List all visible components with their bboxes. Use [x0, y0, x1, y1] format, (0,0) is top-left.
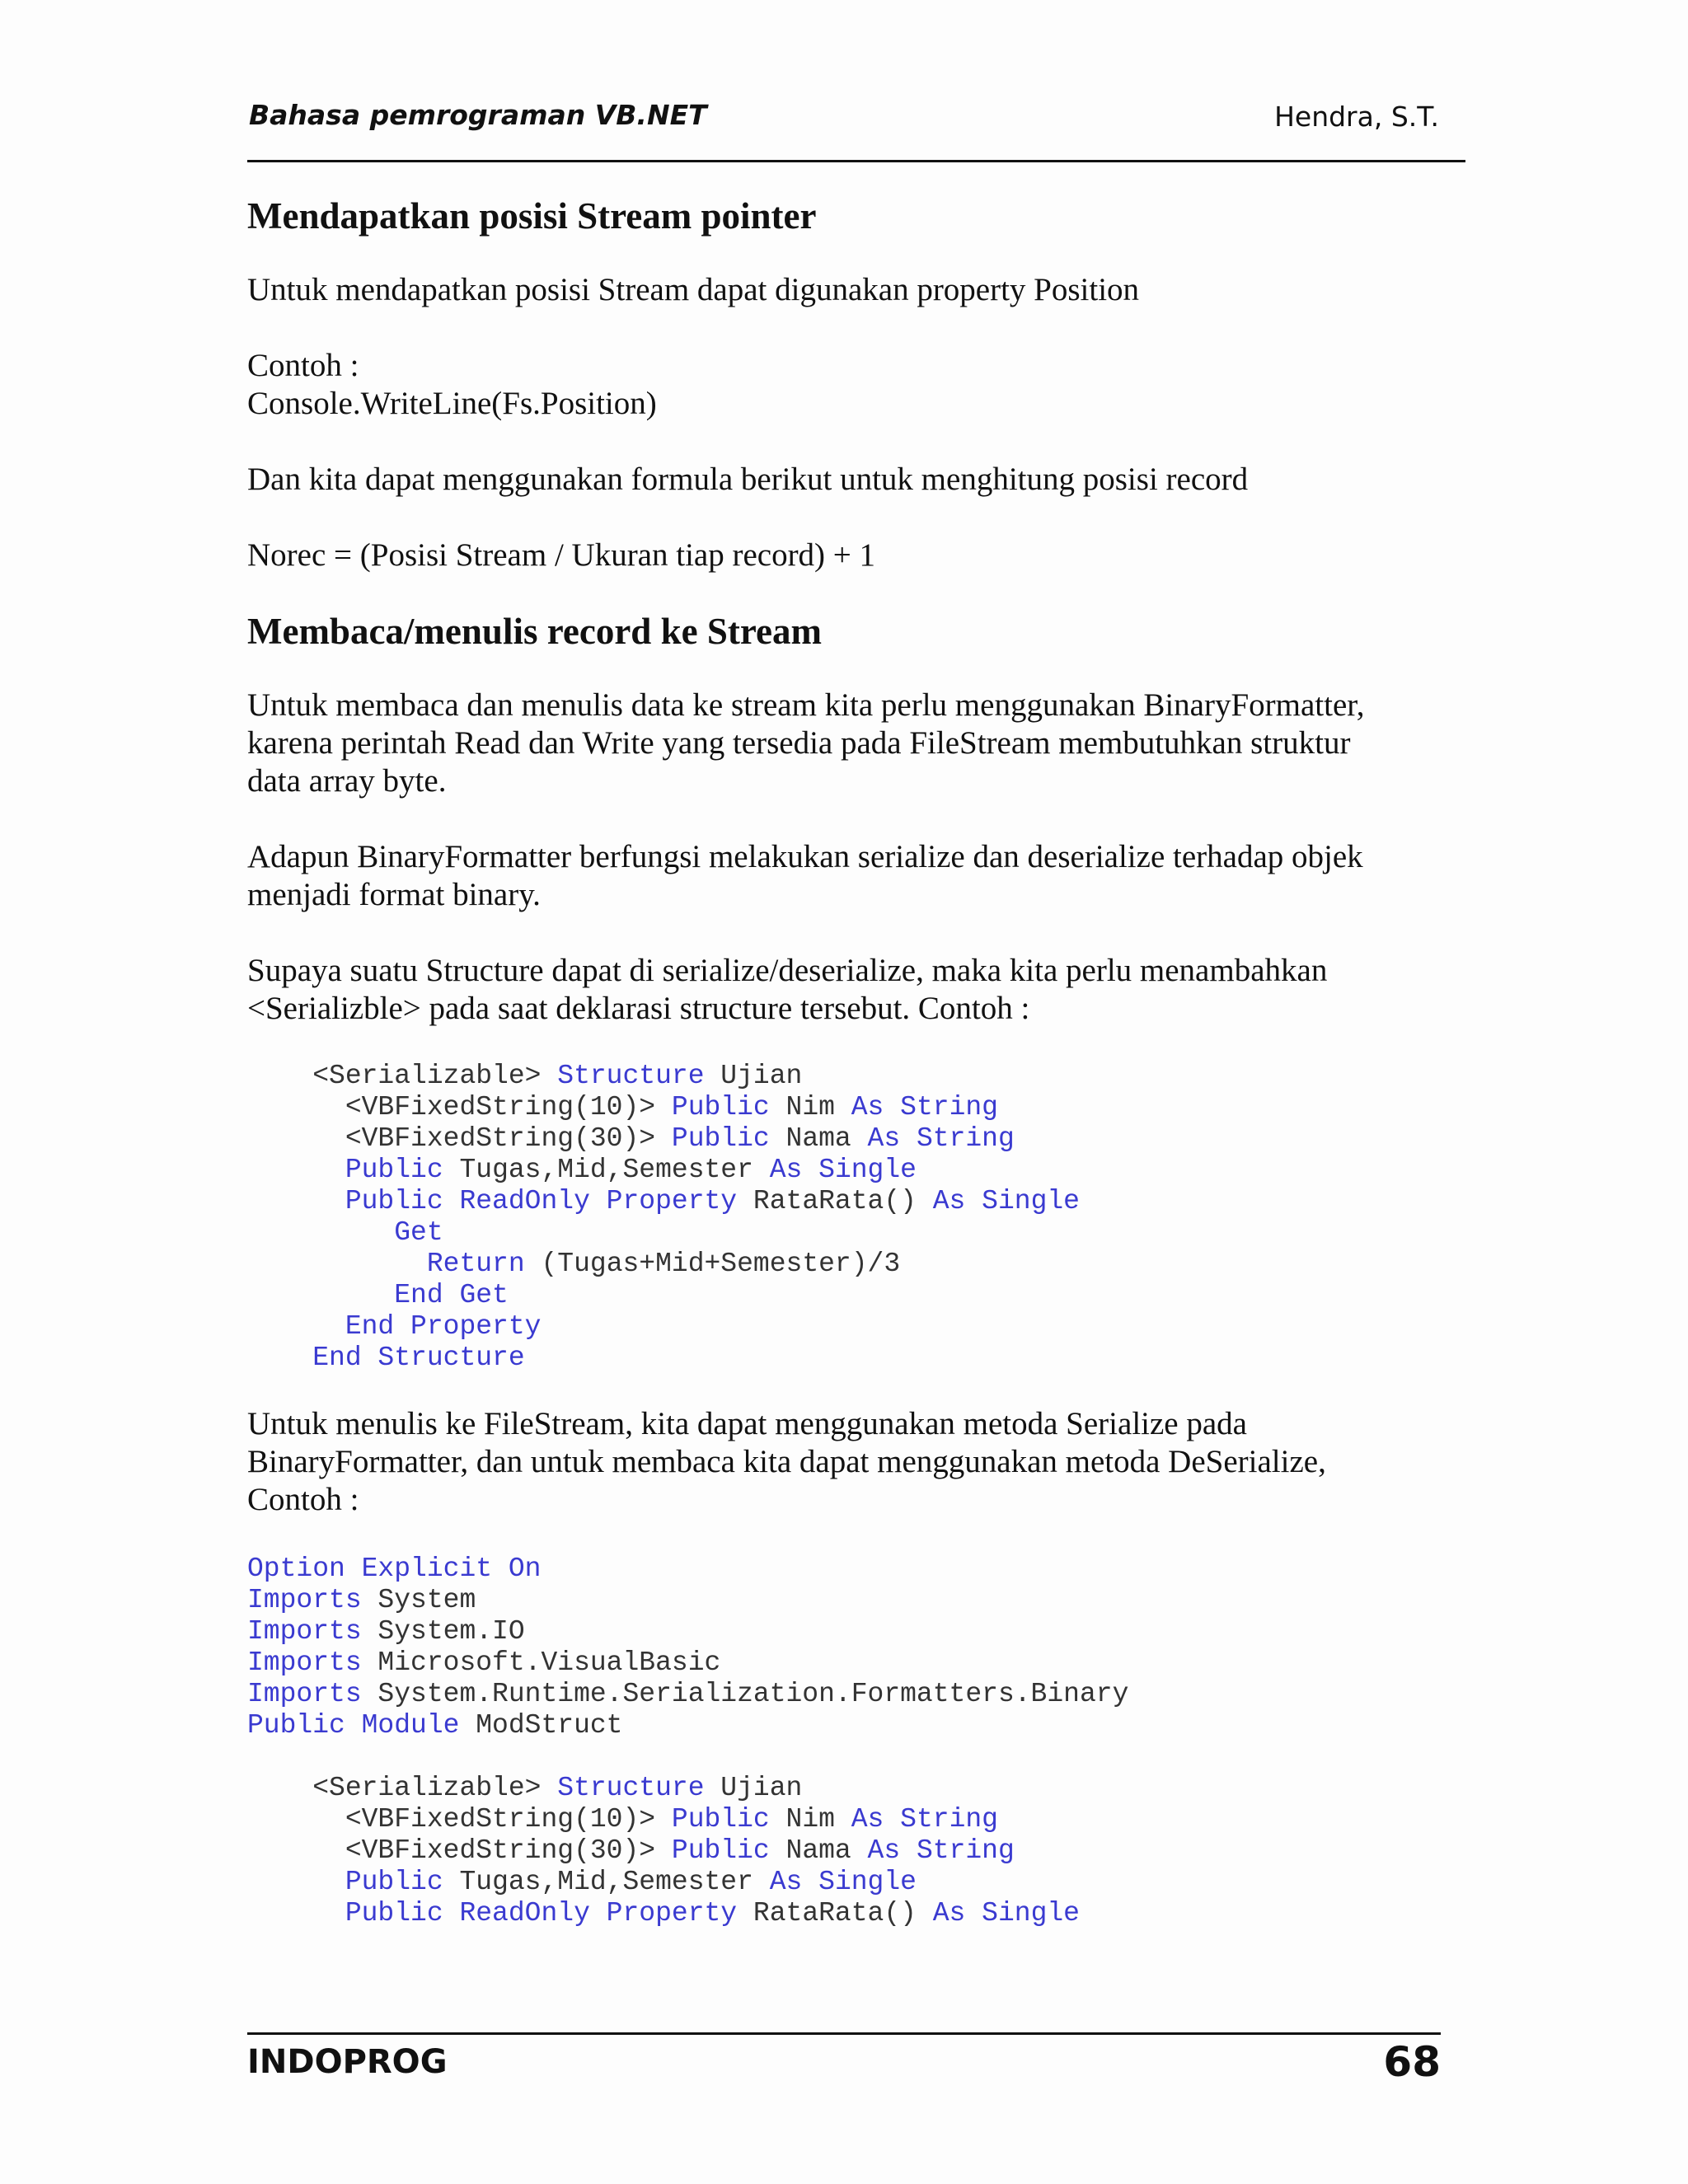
- code-text: Nim: [769, 1092, 851, 1122]
- paragraph-line: Adapun BinaryFormatter berfungsi melakukan serialize dan deserialize terhadap objek: [247, 839, 1363, 874]
- code-block-module: [247, 1554, 1467, 1929]
- paragraph-serialize-methods: [247, 1405, 1467, 1519]
- code-text: Ujian: [704, 1061, 803, 1091]
- code-text: <Serializable>: [247, 1061, 558, 1091]
- code-keyword: Get: [394, 1217, 443, 1248]
- code-line: [247, 1249, 1467, 1280]
- paragraph-line: <Serializble> pada saat deklarasi structure tersebut. Contoh :: [247, 991, 1030, 1026]
- code-text: System: [361, 1585, 476, 1615]
- code-line: [247, 1710, 1467, 1741]
- code-line: [247, 1123, 1467, 1155]
- code-keyword: Public ReadOnly Property: [345, 1898, 738, 1929]
- code-keyword: End Property: [345, 1311, 542, 1342]
- code-text: RataRata(): [737, 1186, 933, 1216]
- code-line: [247, 1061, 1467, 1092]
- code-text: <VBFixedString(10)>: [247, 1092, 672, 1122]
- code-keyword: As String: [851, 1804, 998, 1835]
- code-text: [247, 1898, 345, 1929]
- book-title: Bahasa pemrograman VB.NET: [249, 99, 707, 131]
- code-line: [247, 1898, 1467, 1929]
- section-heading-read-write-record: Membaca/menulis record ke Stream: [247, 611, 822, 652]
- code-text: Nim: [769, 1804, 851, 1835]
- code-keyword: Public Module: [247, 1710, 460, 1741]
- code-text: <Serializable>: [247, 1773, 558, 1803]
- code-keyword: Public: [671, 1092, 770, 1122]
- paragraph-line: data array byte.: [247, 763, 447, 799]
- code-keyword: Public: [345, 1155, 443, 1185]
- code-keyword: As String: [867, 1123, 1015, 1154]
- paragraph-binaryformatter-intro: [247, 687, 1467, 800]
- code-line: [247, 1217, 1467, 1249]
- footer-brand: INDOPROG: [247, 2043, 448, 2081]
- code-text: System.Runtime.Serialization.Formatters.Binary: [361, 1679, 1129, 1709]
- code-keyword: As Single: [932, 1898, 1080, 1929]
- code-keyword: Return: [426, 1249, 525, 1279]
- code-line: [247, 1616, 1467, 1647]
- code-line: [247, 1647, 1467, 1679]
- page-number: 68: [1383, 2038, 1441, 2086]
- code-line: [247, 1679, 1467, 1710]
- paragraph-position-intro: Untuk mendapatkan posisi Stream dapat digunakan property Position: [247, 272, 1140, 307]
- code-text: Microsoft.VisualBasic: [361, 1647, 721, 1678]
- code-text: [247, 1867, 345, 1897]
- formula-line: Norec = (Posisi Stream / Ukuran tiap record) + 1: [247, 537, 876, 573]
- code-text: [247, 1311, 345, 1342]
- code-keyword: Public: [671, 1804, 770, 1835]
- code-text: Nama: [769, 1123, 868, 1154]
- code-text: (Tugas+Mid+Semester)/3: [524, 1249, 901, 1279]
- code-text: [247, 1217, 394, 1248]
- paragraph-line: Untuk membaca dan menulis data ke stream kita perlu menggunakan BinaryFormatter,: [247, 687, 1365, 723]
- code-text: <VBFixedString(30)>: [247, 1123, 672, 1154]
- page-content: [247, 194, 1467, 1929]
- code-keyword: Structure: [557, 1061, 705, 1091]
- code-keyword: Public: [671, 1835, 770, 1866]
- code-text: <VBFixedString(30)>: [247, 1835, 672, 1866]
- code-keyword: Public ReadOnly Property: [345, 1186, 738, 1216]
- code-keyword: End Get: [394, 1280, 509, 1310]
- code-line: [247, 1186, 1467, 1217]
- paragraph-line: Supaya suatu Structure dapat di serialize/deserialize, maka kita perlu menambahkan: [247, 953, 1328, 988]
- code-block-structure: [247, 1061, 1467, 1374]
- code-keyword: As Single: [932, 1186, 1080, 1216]
- page-footer: [247, 2032, 1441, 2086]
- code-line: [247, 1280, 1467, 1311]
- code-line: [247, 1311, 1467, 1343]
- code-keyword: End Structure: [312, 1343, 525, 1373]
- paragraph-line: menjadi format binary.: [247, 877, 541, 912]
- section-heading-stream-pointer: Mendapatkan posisi Stream pointer: [247, 195, 817, 237]
- code-line: [247, 1092, 1467, 1123]
- paragraph-serializable-attribute: [247, 952, 1467, 1028]
- code-line: [247, 1867, 1467, 1898]
- code-text: [247, 1249, 427, 1279]
- code-keyword: Imports: [247, 1679, 362, 1709]
- author-name: Hendra, S.T.: [1274, 101, 1439, 133]
- code-text: [247, 1186, 345, 1216]
- paragraph-line: Untuk menulis ke FileStream, kita dapat menggunakan metoda Serialize pada: [247, 1406, 1247, 1441]
- code-line: [247, 1804, 1467, 1835]
- code-text: ModStruct: [459, 1710, 623, 1741]
- code-text: [247, 1155, 345, 1185]
- paragraph-formula-intro: Dan kita dapat menggunakan formula berikut untuk menghitung posisi record: [247, 462, 1249, 497]
- code-text: RataRata(): [737, 1898, 933, 1929]
- code-keyword: As Single: [769, 1155, 917, 1185]
- code-keyword: Imports: [247, 1647, 362, 1678]
- page-header: [247, 97, 1465, 162]
- code-keyword: Public: [671, 1123, 770, 1154]
- code-keyword: Imports: [247, 1585, 362, 1615]
- code-keyword: Option Explicit On: [247, 1554, 542, 1584]
- code-keyword: As String: [851, 1092, 998, 1122]
- code-text: [247, 1280, 394, 1310]
- code-line: [247, 1741, 1467, 1773]
- paragraph-binaryformatter-function: [247, 838, 1467, 914]
- example-code-line: Console.WriteLine(Fs.Position): [247, 386, 657, 421]
- code-keyword: Public: [345, 1867, 443, 1897]
- code-line: [247, 1155, 1467, 1186]
- code-line: [247, 1773, 1467, 1804]
- code-text: Nama: [769, 1835, 868, 1866]
- code-keyword: Imports: [247, 1616, 362, 1647]
- paragraph-line: karena perintah Read dan Write yang tersedia pada FileStream membutuhkan struktur: [247, 725, 1351, 761]
- code-text: Tugas,Mid,Semester: [443, 1155, 770, 1185]
- code-keyword: As String: [867, 1835, 1015, 1866]
- code-line: [247, 1554, 1467, 1585]
- code-text: [247, 1343, 312, 1373]
- paragraph-line: Contoh :: [247, 1482, 359, 1517]
- code-line: [247, 1585, 1467, 1616]
- paragraph-line: BinaryFormatter, dan untuk membaca kita dapat menggunakan metoda DeSerialize,: [247, 1444, 1326, 1479]
- code-text: Ujian: [704, 1773, 803, 1803]
- example-label: Contoh :: [247, 348, 359, 383]
- code-keyword: As Single: [769, 1867, 917, 1897]
- code-text: Tugas,Mid,Semester: [443, 1867, 770, 1897]
- code-text: System.IO: [361, 1616, 525, 1647]
- code-keyword: Structure: [557, 1773, 705, 1803]
- code-line: [247, 1343, 1467, 1374]
- code-text: <VBFixedString(10)>: [247, 1804, 672, 1835]
- code-line: [247, 1835, 1467, 1867]
